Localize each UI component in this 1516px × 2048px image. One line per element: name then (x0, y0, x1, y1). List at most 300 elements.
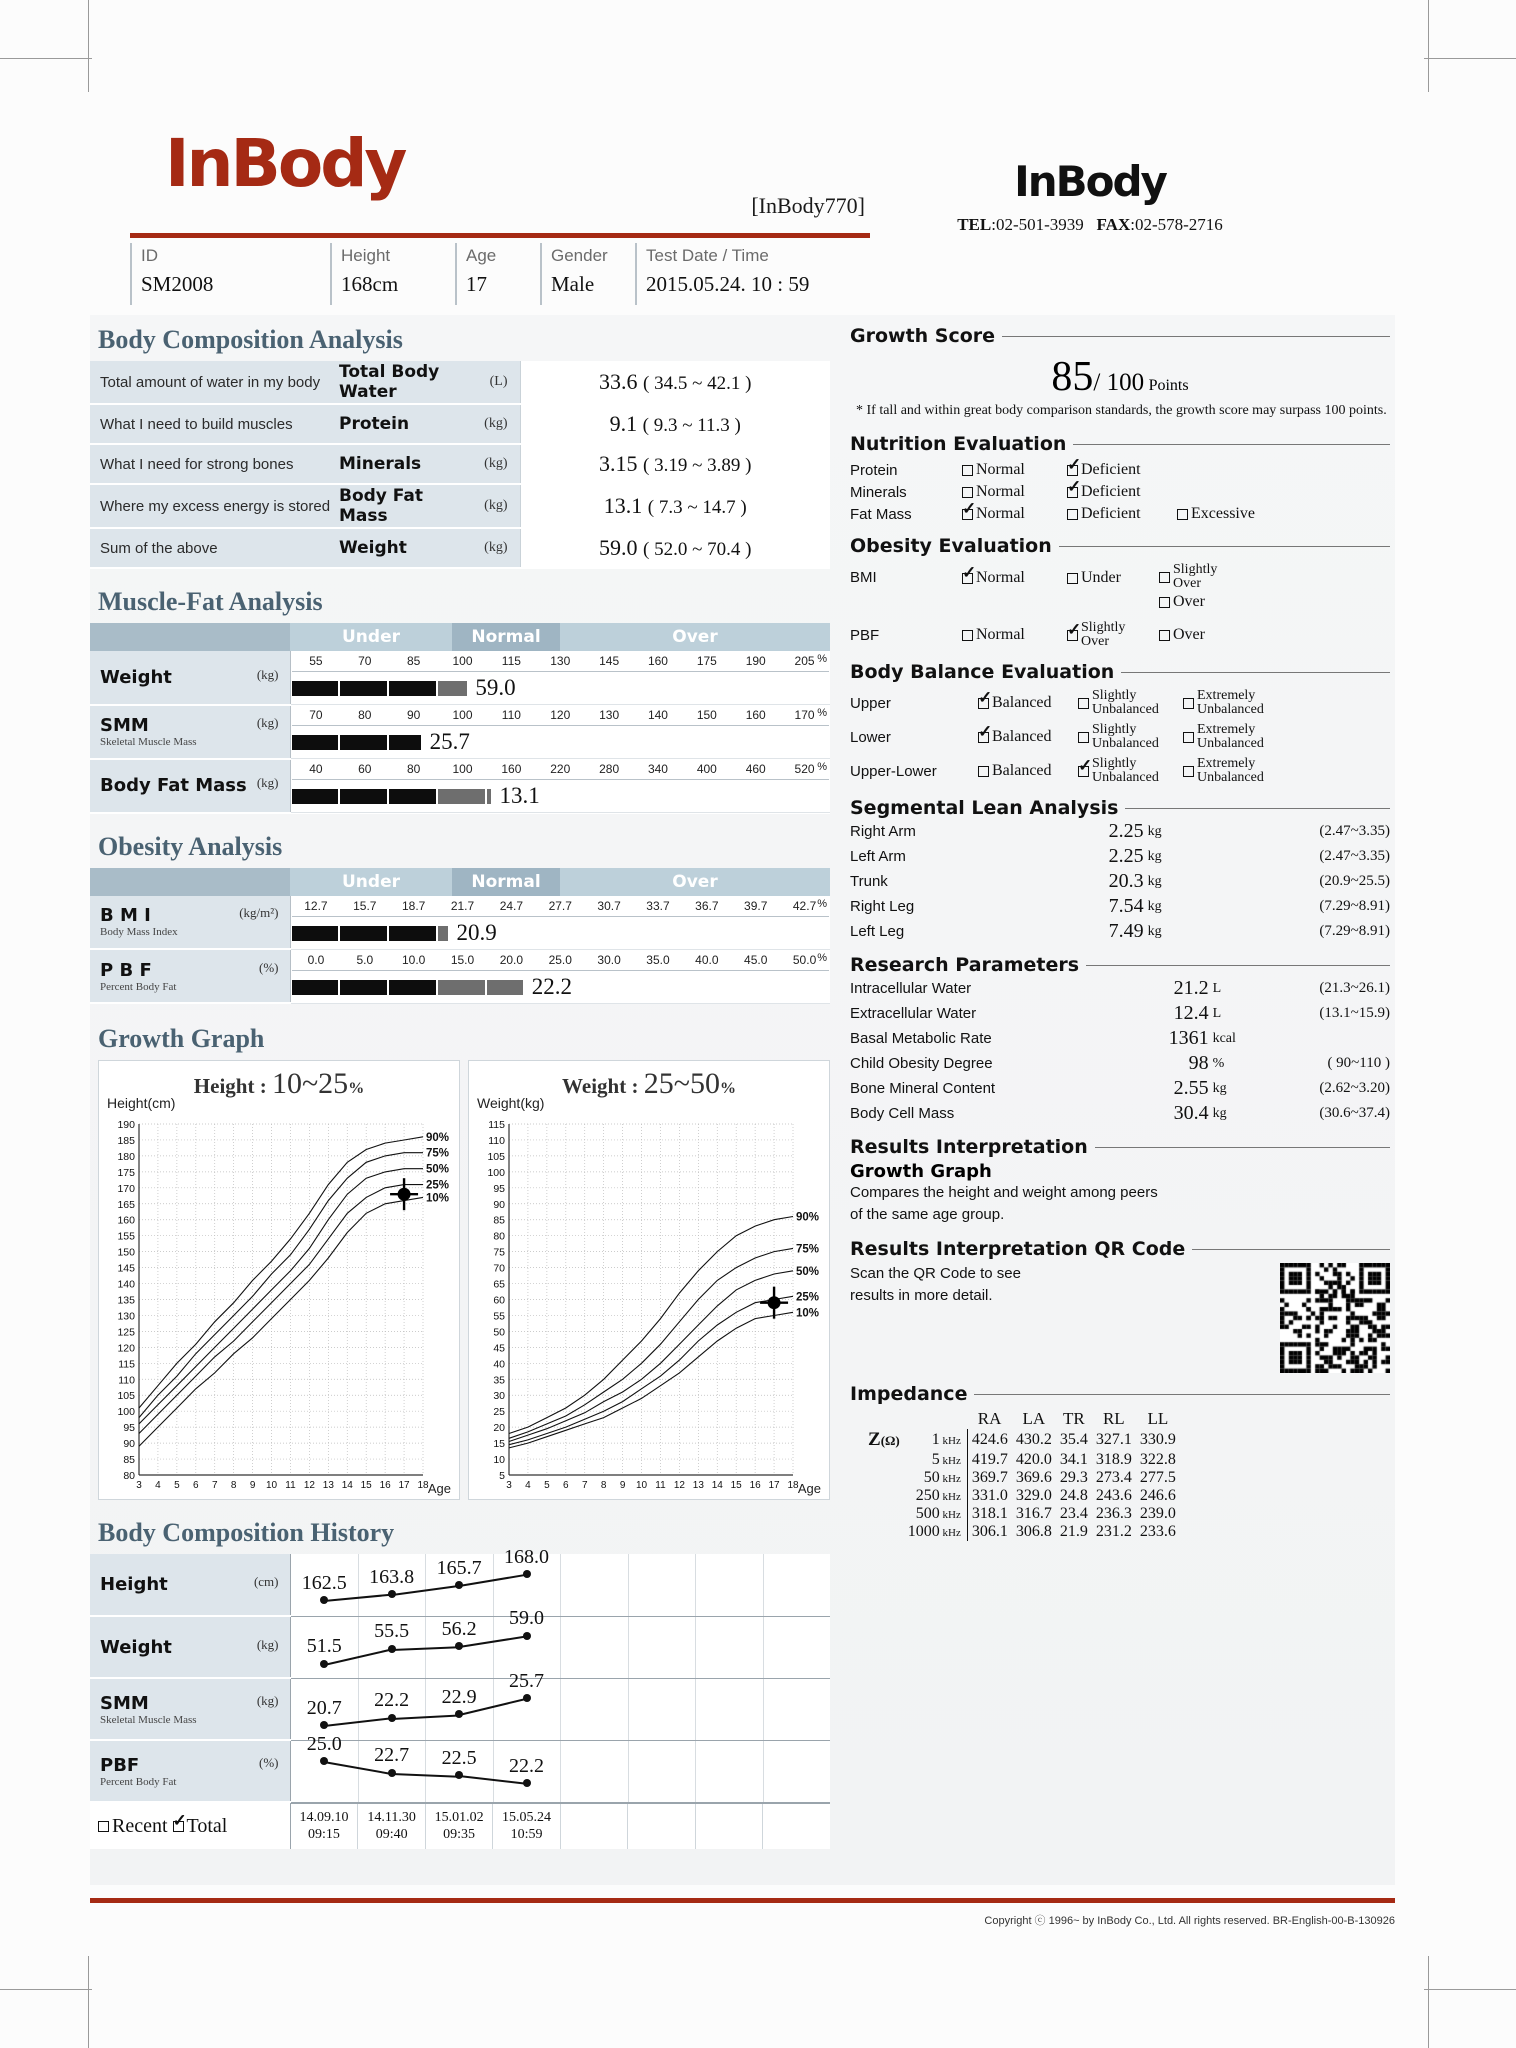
history-dates-cells (290, 1802, 830, 1849)
svg-text:5: 5 (174, 1480, 180, 1491)
svg-text:45: 45 (493, 1342, 505, 1355)
qr-code-image[interactable] (1280, 1263, 1390, 1373)
impedance-value: 430.2 (1015, 1431, 1052, 1448)
scale-tick: 130 (599, 708, 620, 722)
checkbox-icon[interactable] (1159, 630, 1170, 641)
nutrition-title-text: Nutrition Evaluation (850, 433, 1067, 455)
svg-text:16: 16 (749, 1480, 761, 1491)
checkbox-icon[interactable] (962, 573, 973, 584)
bar-segment (389, 926, 436, 941)
history-column-divider (763, 1617, 764, 1678)
impedance-z-spacer (864, 1451, 904, 1469)
table-row (90, 528, 830, 568)
bmi-option-normal[interactable] (962, 563, 1067, 587)
balance-option-balanced[interactable] (978, 728, 1078, 746)
impedance-value: 243.6 (1095, 1487, 1132, 1504)
svg-text:160: 160 (117, 1214, 135, 1227)
bar-track (292, 677, 830, 703)
checkbox-icon[interactable] (1078, 732, 1089, 743)
segmental-label: Right Arm (850, 823, 916, 840)
balance-extremely-lines: Extremely Unbalanced (1197, 688, 1264, 717)
segmental-unit: kg (1147, 873, 1162, 889)
bar-row-name: Weight (100, 666, 172, 688)
growth-score-value-row (850, 353, 1390, 401)
balance-extremely-lines: Extremely Unbalanced (1197, 756, 1264, 785)
impedance-value: 277.5 (1139, 1469, 1176, 1486)
svg-text:4: 4 (525, 1480, 531, 1491)
history-column-divider (493, 1679, 494, 1740)
table-row (90, 759, 830, 813)
bar-segment (292, 980, 339, 995)
segmental-unit: kg (1147, 848, 1162, 864)
history-column-divider (628, 1617, 629, 1678)
bar-row-sublabel: Body Mass Index (100, 926, 178, 939)
history-dates-row (90, 1802, 830, 1849)
balance-balanced-label: Balanced (992, 762, 1052, 779)
growth-score-value: 85 (1051, 354, 1094, 400)
svg-text:70: 70 (493, 1262, 505, 1275)
svg-text:10: 10 (493, 1454, 505, 1467)
bar-value: 20.9 (456, 919, 497, 945)
bar-segment (487, 789, 491, 804)
svg-text:6: 6 (563, 1480, 569, 1491)
band-normal: Normal (452, 868, 560, 896)
nutrition-option[interactable] (962, 505, 1067, 523)
svg-text:85: 85 (123, 1454, 135, 1467)
history-column-divider (628, 1679, 629, 1740)
svg-text:140: 140 (117, 1278, 135, 1291)
research-value: 12.4 (1173, 1002, 1209, 1024)
history-data-point (523, 1632, 531, 1640)
history-column-divider (628, 1741, 629, 1802)
svg-text:50: 50 (493, 1326, 505, 1339)
history-table (90, 1545, 830, 1849)
obesity-eval-title-text: Obesity Evaluation (850, 535, 1052, 557)
checkbox-icon[interactable] (1078, 698, 1089, 709)
band-over: Over (560, 868, 830, 896)
svg-text:40: 40 (493, 1358, 505, 1371)
field-height-label: Height (341, 246, 391, 265)
history-column-divider (560, 1617, 561, 1678)
scale-tick: 30.0 (597, 952, 621, 967)
composition-desc: Total amount of water in my body (90, 361, 338, 404)
impedance-value: 329.0 (1015, 1487, 1052, 1504)
svg-text:170: 170 (117, 1182, 135, 1195)
balance-row-label: Lower (850, 728, 891, 746)
history-column-divider (560, 1741, 561, 1802)
qr-block (850, 1263, 1390, 1373)
composition-name: Total Body Water (338, 361, 468, 404)
checkbox-icon[interactable] (978, 766, 989, 777)
scale-pct-symbol: % (817, 761, 827, 773)
balance-option-extremely[interactable] (1183, 757, 1264, 785)
nutrition-option[interactable] (1177, 505, 1297, 523)
composition-unit: (kg) (468, 444, 520, 484)
impedance-header-row (864, 1409, 1180, 1429)
bar-row-label (90, 705, 290, 759)
table-row (850, 894, 1390, 919)
scale-tick: 340 (647, 762, 668, 776)
bar-scale (292, 897, 830, 917)
fax-value: :02-578-2716 (1130, 215, 1223, 234)
nutrition-option[interactable] (1067, 483, 1177, 501)
checkbox-icon[interactable] (1067, 487, 1078, 498)
scale-tick: 21.7 (450, 898, 475, 913)
pbf-option-normal[interactable] (962, 626, 1067, 644)
pbf-option-over[interactable] (1159, 626, 1205, 644)
history-data-label: 22.5 (441, 1746, 477, 1769)
nutrition-option[interactable] (1067, 505, 1177, 523)
checkbox-icon[interactable] (1067, 465, 1078, 476)
bar-row-graph (290, 651, 830, 705)
research-label: Bone Mineral Content (850, 1080, 996, 1097)
impedance-value: 231.2 (1095, 1523, 1132, 1540)
svg-text:75%: 75% (426, 1147, 450, 1160)
checkbox-icon[interactable] (962, 509, 973, 520)
interpretation-title (850, 1136, 1390, 1158)
checkbox-icon[interactable] (1183, 766, 1194, 777)
scale-tick: 39.7 (744, 898, 768, 913)
scale-tick: 33.7 (646, 898, 670, 913)
history-date-cell: 15.05.24 10:59 (493, 1803, 560, 1849)
svg-text:15: 15 (493, 1438, 505, 1451)
svg-text:15: 15 (730, 1480, 742, 1491)
segmental-title (850, 797, 1390, 819)
nutrition-option-label: Normal (976, 461, 1025, 478)
history-date-cell (695, 1803, 762, 1849)
nutrition-row-label: Fat Mass (850, 505, 912, 523)
interpretation-title-text: Results Interpretation (850, 1136, 1088, 1158)
research-unit: kg (1212, 1105, 1227, 1121)
history-data-label: 20.7 (306, 1696, 342, 1719)
svg-text:100: 100 (117, 1406, 135, 1419)
bar-segment (340, 735, 387, 750)
impedance-frequency: 1000 kHz (904, 1523, 968, 1541)
research-value: 98 (1188, 1052, 1209, 1074)
bar-scale (292, 706, 830, 726)
field-gender-value: Male (551, 272, 595, 296)
research-title (850, 954, 1390, 976)
scale-tick: 205 (794, 654, 815, 668)
band-over: Over (560, 623, 830, 651)
balance-option-extremely[interactable] (1183, 723, 1264, 751)
checkbox-icon[interactable] (173, 1821, 184, 1832)
history-date-cell (628, 1803, 695, 1849)
svg-text:120: 120 (117, 1342, 135, 1355)
checkbox-icon[interactable] (962, 487, 973, 498)
bmi-option-under[interactable] (1067, 563, 1159, 587)
checkbox-icon[interactable] (978, 698, 989, 709)
scale-tick: 160 (501, 762, 522, 776)
history-mode-selector[interactable] (90, 1802, 290, 1849)
obesity-eval-bmi-label: BMI (850, 569, 877, 586)
svg-text:14: 14 (711, 1480, 723, 1491)
svg-text:10: 10 (635, 1480, 648, 1491)
svg-text:190: 190 (117, 1119, 135, 1131)
table-row (864, 1505, 1180, 1523)
weight-growth-chart (468, 1060, 830, 1500)
checkbox-icon[interactable] (1067, 509, 1078, 520)
checkbox-icon[interactable] (1067, 630, 1078, 641)
field-age-label: Age (466, 246, 497, 265)
bmi-option-normal-label: Normal (976, 569, 1025, 586)
height-chart-title-prefix: Height : (193, 1074, 272, 1098)
bar-segment (438, 681, 467, 696)
device-model: [InBody770] (751, 193, 865, 218)
balance-slightly-lines: Slightly Unbalanced (1092, 756, 1159, 785)
field-gender (540, 243, 635, 305)
nutrition-row-label: Protein (850, 461, 898, 479)
nutrition-option[interactable] (962, 483, 1067, 501)
composition-desc: Where my excess energy is stored (90, 484, 338, 528)
height-chart-x-label: Age (427, 1481, 451, 1496)
table-row (864, 1429, 1180, 1451)
bmi-slightly-line1: Slightly (1173, 562, 1218, 577)
composition-value: 59.0 ( 52.0 ~ 70.4 ) (520, 528, 830, 568)
history-data-point (320, 1757, 328, 1765)
history-row-plot (290, 1732, 830, 1802)
svg-text:9: 9 (249, 1480, 256, 1491)
balance-row-label: Upper-Lower (850, 762, 937, 780)
bar-row-unit: (%) (259, 959, 279, 975)
scale-tick: 25.0 (548, 952, 572, 967)
table-row (850, 976, 1390, 1001)
balance-option-extremely[interactable] (1183, 689, 1264, 717)
research-label: Intracellular Water (850, 980, 972, 997)
scale-tick: 90 (406, 708, 421, 722)
right-column (850, 325, 1390, 1541)
balance-option-balanced[interactable] (978, 762, 1078, 780)
svg-text:18: 18 (417, 1480, 429, 1491)
bmi-option-over[interactable] (1159, 593, 1217, 611)
scale-tick: 150 (696, 708, 717, 722)
research-title-text: Research Parameters (850, 954, 1080, 976)
bar-segment (438, 980, 485, 995)
scale-tick: 80 (358, 708, 372, 722)
balance-extremely-lines: Extremely Unbalanced (1197, 722, 1264, 751)
impedance-frequency: 500 kHz (904, 1505, 968, 1523)
history-data-point (320, 1596, 328, 1604)
height-chart-svg (99, 1116, 461, 1501)
balance-option-slightly[interactable] (1078, 689, 1183, 717)
svg-text:115: 115 (118, 1358, 135, 1371)
segmental-unit: kg (1147, 898, 1162, 914)
balance-option-slightly[interactable] (1078, 757, 1183, 785)
history-column-divider (493, 1554, 494, 1616)
segmental-range: (2.47~3.35) (1319, 848, 1390, 864)
field-age (455, 243, 540, 305)
svg-text:115: 115 (488, 1119, 505, 1131)
history-column-divider (695, 1554, 696, 1616)
table-row (90, 705, 830, 759)
bar-scale (292, 951, 830, 971)
svg-text:185: 185 (117, 1134, 135, 1147)
band-spacer (90, 868, 290, 896)
scale-tick: 60 (358, 762, 372, 776)
bar-row-unit: (kg/m²) (239, 905, 279, 921)
history-data-label: 22.2 (509, 1754, 545, 1777)
scale-pct-symbol: % (817, 653, 827, 665)
impedance-value: 21.9 (1059, 1523, 1088, 1540)
impedance-value: 369.7 (971, 1469, 1008, 1486)
fax-label: FAX (1096, 215, 1131, 234)
impedance-col-header: RL (1102, 1409, 1125, 1428)
copyright-text: Copyright ⓒ 1996~ by InBody Co., Ltd. All rights reserved. BR-English-00-B-130926 (984, 1915, 1395, 1927)
scale-tick: 15.0 (450, 952, 475, 967)
history-data-point (388, 1645, 396, 1653)
composition-desc: What I need for strong bones (90, 444, 338, 484)
scale-tick: 190 (745, 654, 766, 668)
interpretation-line2: of the same age group. (850, 1206, 1005, 1223)
history-row-plot (290, 1669, 830, 1740)
svg-text:15: 15 (360, 1480, 372, 1491)
scale-tick: 5.0 (356, 952, 374, 967)
checkbox-icon[interactable] (1177, 509, 1188, 520)
obesity-analysis-table (90, 868, 830, 1005)
impedance-title-text: Impedance (850, 1383, 968, 1405)
history-column-divider (763, 1679, 764, 1740)
svg-text:3: 3 (136, 1480, 142, 1491)
checkbox-icon[interactable] (1159, 572, 1170, 583)
scale-tick: 100 (452, 708, 473, 722)
balance-option-slightly[interactable] (1078, 723, 1183, 751)
bar-row-graph (290, 759, 830, 813)
qr-text (850, 1263, 1021, 1307)
impedance-value: 322.8 (1139, 1451, 1176, 1468)
field-test-date (635, 243, 870, 305)
svg-text:13: 13 (692, 1480, 704, 1491)
table-row (90, 949, 830, 1003)
balance-row (850, 757, 1390, 785)
scale-tick: 80 (406, 762, 421, 776)
research-label: Child Obesity Degree (850, 1055, 993, 1072)
bar-row-label (90, 759, 290, 813)
svg-text:11: 11 (285, 1480, 296, 1491)
checkbox-icon[interactable] (98, 1821, 109, 1832)
history-data-label: 165.7 (436, 1556, 482, 1579)
bmi-option-slightly-over[interactable] (1159, 563, 1217, 591)
composition-desc: What I need to build muscles (90, 404, 338, 444)
impedance-col-header: LA (1022, 1409, 1046, 1428)
checkbox-icon[interactable] (962, 465, 973, 476)
growth-score-title-text: Growth Score (850, 325, 996, 347)
research-label: Extracellular Water (850, 1005, 977, 1022)
bar-row-name: B M I (100, 905, 151, 927)
scale-tick: 400 (696, 762, 717, 776)
nutrition-option[interactable] (962, 461, 1067, 479)
svg-text:25%: 25% (426, 1179, 450, 1192)
pbf-option-normal-label: Normal (976, 626, 1025, 643)
checkbox-icon[interactable] (1078, 766, 1089, 777)
balance-option-balanced[interactable] (978, 694, 1078, 712)
scale-tick: 40 (309, 762, 323, 776)
checkbox-icon[interactable] (962, 630, 973, 641)
impedance-col-header: LL (1147, 1409, 1169, 1428)
body-composition-title: Body Composition Analysis (98, 325, 403, 354)
obesity-band-header (90, 868, 830, 896)
obesity-eval-pbf-label: PBF (850, 626, 880, 644)
bar-row-name: Body Fat Mass (100, 775, 247, 796)
history-row-label (90, 1616, 290, 1678)
bar-track (292, 731, 830, 757)
pbf-option-slightly-over[interactable] (1067, 621, 1159, 649)
impedance-value: 246.6 (1139, 1487, 1176, 1504)
svg-text:8: 8 (230, 1480, 237, 1491)
bar-segment (438, 789, 485, 804)
svg-text:75: 75 (493, 1246, 505, 1259)
impedance-value: 369.6 (1015, 1469, 1052, 1486)
composition-name: Minerals (338, 444, 468, 484)
bar-segment (389, 681, 436, 696)
checkbox-icon[interactable] (978, 732, 989, 743)
nutrition-title (850, 433, 1390, 455)
svg-text:13: 13 (322, 1480, 334, 1491)
history-date-cell (560, 1803, 627, 1849)
history-column-divider (358, 1554, 359, 1616)
history-row-plot (290, 1545, 830, 1616)
checkbox-icon[interactable] (1183, 698, 1194, 709)
scale-tick: 115 (501, 654, 521, 668)
nutrition-option[interactable] (1067, 461, 1177, 479)
title-rule (1059, 546, 1390, 547)
pbf-slightly-line1: Slightly (1081, 620, 1126, 635)
research-range: ( 90~110 ) (1327, 1055, 1390, 1071)
history-row-name: Weight (100, 1636, 172, 1658)
field-age-value: 17 (466, 272, 487, 296)
pbf-slightly-line2: Over (1081, 634, 1109, 649)
growth-score-note: * If tall and within great body comparison standards, the growth score may surpass 100 points. (856, 403, 1387, 418)
scale-tick: 70 (358, 654, 372, 668)
segmental-unit: kg (1147, 823, 1162, 839)
history-date-cell: 15.01.02 09:35 (425, 1803, 492, 1849)
history-row-label (90, 1678, 290, 1740)
table-row (90, 361, 830, 404)
history-data-label: 22.7 (374, 1744, 410, 1767)
svg-text:90%: 90% (796, 1211, 820, 1224)
nutrition-option-label: Deficient (1081, 461, 1141, 478)
history-row-name: SMM (100, 1692, 149, 1714)
history-column-divider (763, 1554, 764, 1616)
history-row-name: Height (100, 1574, 168, 1595)
svg-text:9: 9 (619, 1480, 626, 1491)
table-row (850, 844, 1390, 869)
checkbox-icon[interactable] (1183, 732, 1194, 743)
impedance-value: 306.8 (1015, 1523, 1052, 1540)
scale-tick: 85 (406, 654, 421, 668)
checkbox-icon[interactable] (1067, 573, 1078, 584)
scale-tick: 70 (309, 708, 323, 722)
crop-mark (1424, 1989, 1516, 1990)
svg-text:100: 100 (487, 1166, 505, 1179)
svg-text:110: 110 (118, 1374, 135, 1387)
segmental-value: 20.3 (1108, 870, 1144, 892)
bar-segment (292, 789, 339, 804)
svg-text:8: 8 (600, 1480, 607, 1491)
balance-row-label: Upper (850, 694, 891, 712)
impedance-value: 318.1 (971, 1505, 1008, 1522)
field-test-date-label: Test Date / Time (646, 246, 769, 265)
history-column-divider (493, 1617, 494, 1678)
bar-row-sublabel: Skeletal Muscle Mass (100, 736, 197, 748)
crop-mark (0, 58, 92, 59)
scale-tick: 50.0 (792, 952, 817, 967)
composition-name: Weight (338, 528, 468, 568)
scale-tick: 110 (501, 708, 521, 722)
table-row (850, 819, 1390, 844)
research-value: 2.55 (1173, 1077, 1209, 1099)
impedance-value: 29.3 (1059, 1469, 1088, 1486)
checkbox-icon[interactable] (1159, 597, 1170, 608)
